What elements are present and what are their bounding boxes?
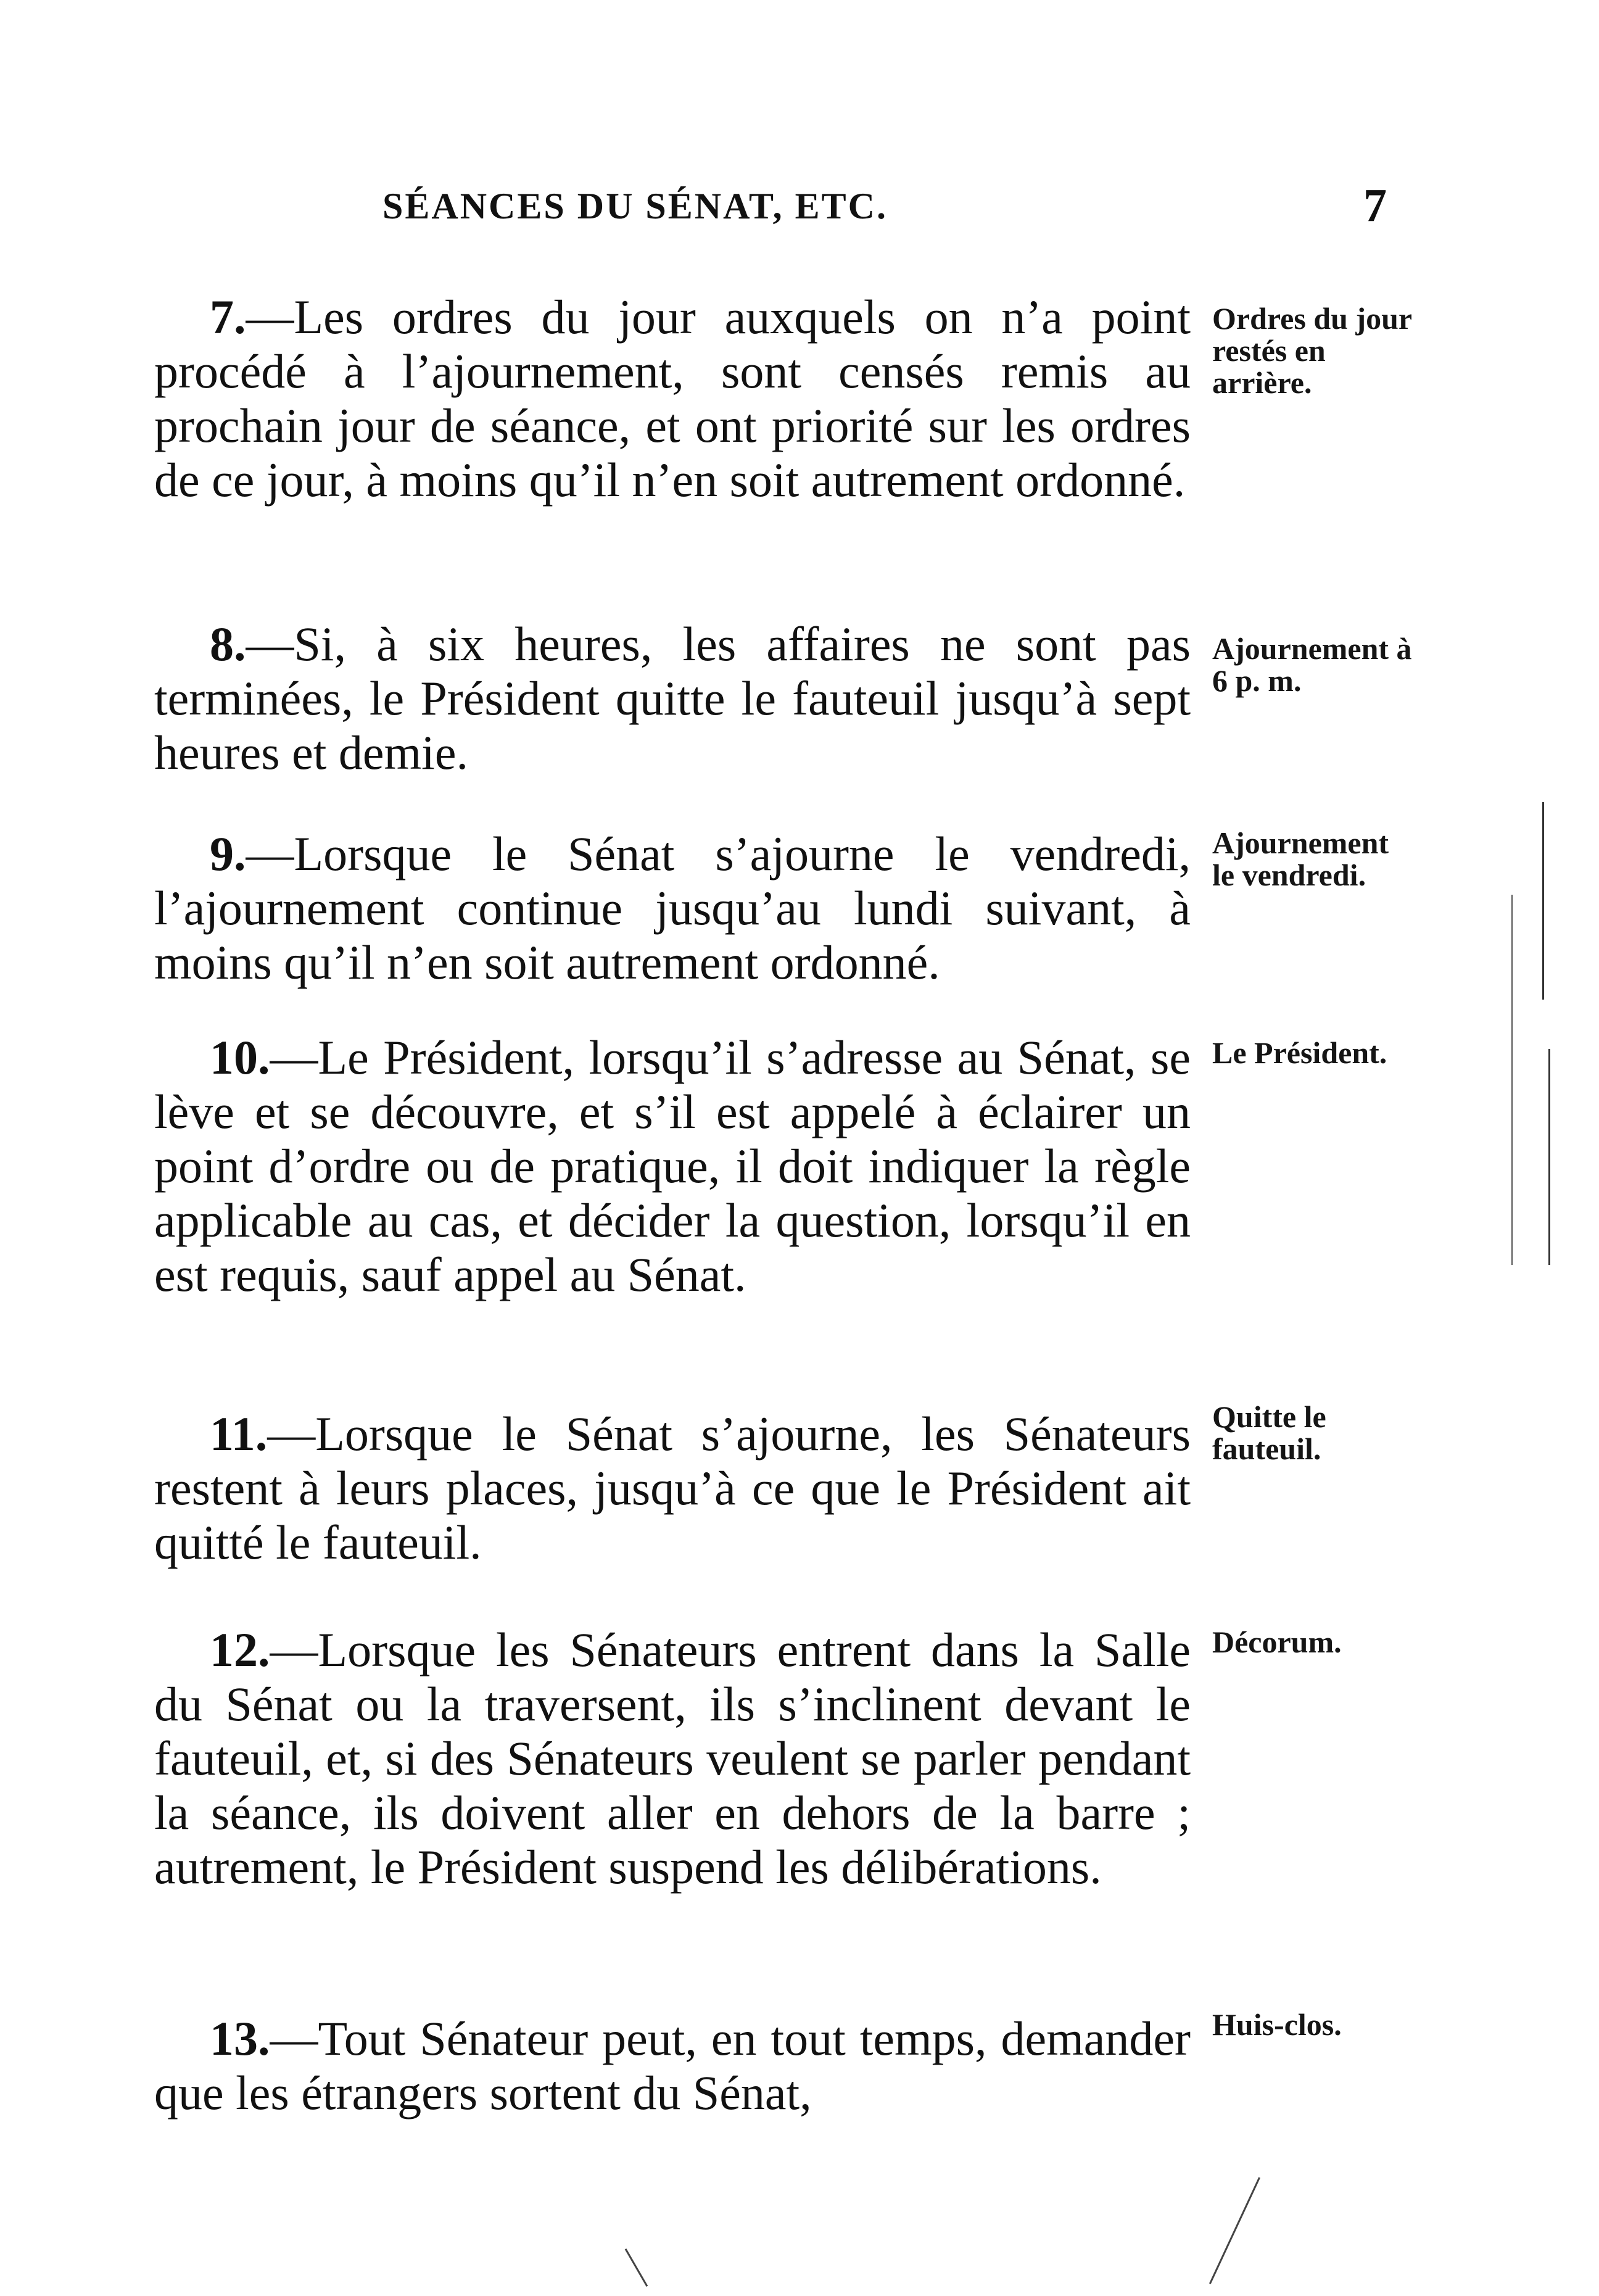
rule-body: —Tout Sénateur peut, en tout temps, demander que les étrangers sortent du Sénat, [154, 2012, 1191, 2120]
rule-number: 9. [210, 827, 246, 881]
rule-12 [154, 1623, 1191, 1894]
rule-number: 7. [210, 290, 246, 344]
rule-11 [154, 1407, 1191, 1570]
margin-note: Ajournement à 6 p. m. [1212, 631, 1412, 698]
rule-text [154, 1623, 1191, 1894]
rule-7 [154, 290, 1191, 507]
running-head: SÉANCES DU SÉNAT, ETC. [382, 186, 888, 226]
rule-text [154, 290, 1191, 507]
scan-artifact [1209, 2177, 1260, 2284]
margin-note: Quitte le fauteuil. [1212, 1399, 1326, 1466]
rule-number: 10. [210, 1030, 270, 1084]
rule-text [154, 1030, 1191, 1302]
margin-note: Ajournement le vendredi. [1212, 826, 1389, 892]
margin-note: Ordres du jour restés en arrière. [1212, 301, 1412, 400]
scan-artifact [1542, 802, 1544, 1000]
rule-body: —Le Président, lorsqu’il s’adresse au Sénat, se lève et se découvre, et s’il est appelé à éclairer un point d’ordre ou de pratique, il doit indiquer la règle applicable au cas, et décider la question, lorsqu’il en est requis, sauf appel au Sénat. [154, 1030, 1191, 1301]
rule-13 [154, 2012, 1191, 2120]
rule-text [154, 1407, 1191, 1570]
margin-note: Le Président. [1212, 1035, 1387, 1070]
rule-number: 12. [210, 1623, 270, 1676]
scan-artifact [1548, 1049, 1550, 1265]
rule-body: —Les ordres du jour auxquels on n’a point procédé à l’ajournement, sont censés remis au prochain jour de séance, et ont priorité sur les ordres de ce jour, à moins qu’il n’en soit autrement ordonné. [154, 290, 1191, 507]
page-number: 7 [1363, 180, 1387, 231]
margin-note: Décorum. [1212, 1625, 1342, 1659]
rule-number: 13. [210, 2012, 270, 2065]
rule-body: —Lorsque le Sénat s’ajourne le vendredi, l’ajournement continue jusqu’au lundi suivant, à moins qu’il n’en soit autrement ordonné. [154, 827, 1191, 989]
margin-note: Huis-clos. [1212, 2007, 1342, 2042]
scan-artifact [625, 2248, 648, 2287]
rule-10 [154, 1030, 1191, 1302]
rule-text [154, 827, 1191, 990]
rule-8 [154, 617, 1191, 780]
rule-text [154, 617, 1191, 780]
rule-number: 8. [210, 617, 246, 671]
rule-text [154, 2012, 1191, 2120]
rule-9 [154, 827, 1191, 990]
rule-number: 11. [210, 1407, 268, 1461]
rule-body: —Si, à six heures, les affaires ne sont pas terminées, le Président quitte le fauteuil jusqu’à sept heures et demie. [154, 617, 1191, 779]
scan-artifact [1511, 895, 1513, 1265]
rule-body: —Lorsque les Sénateurs entrent dans la Salle du Sénat ou la traversent, ils s’inclinent devant le fauteuil, et, si des Sénateurs veulent se parler pendant la séance, ils doivent aller en dehors de la barre ; autrement, le Président suspend les délibérations. [154, 1623, 1191, 1894]
rule-body: —Lorsque le Sénat s’ajourne, les Sénateurs restent à leurs places, jusqu’à ce que le Président ait quitté le fauteuil. [154, 1407, 1191, 1569]
